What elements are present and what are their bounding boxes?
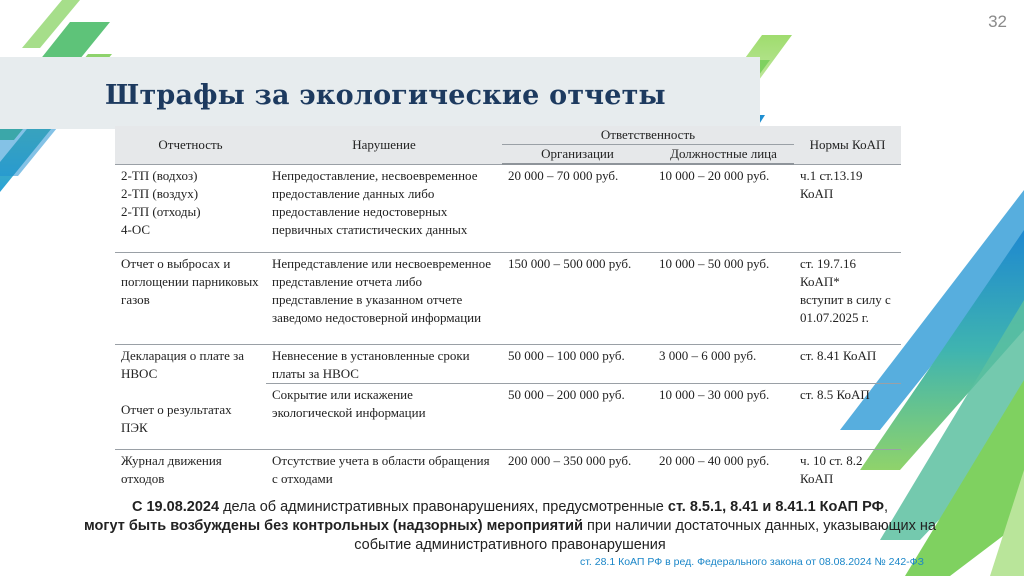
cell-norm: ст. 8.41 КоАП [794,344,901,383]
cell-norm: ч.1 ст.13.19 КоАП [794,164,901,252]
cell-org-fine: 200 000 – 350 000 руб. [508,452,632,468]
cell-report: Отчет о результатах ПЭК [115,383,266,449]
page-number: 32 [988,12,1007,31]
cell-violation: Невнесение в установленные сроки платы за НВОС [266,344,502,383]
table-row [115,344,901,383]
table-row [115,164,901,252]
footer-text-1: дела об административных правонарушениях, предусмотренные [219,499,668,515]
cell-report: 2-ТП (водхоз) 2-ТП (воздух) 2-ТП (отходы) 4-ОС [115,164,266,252]
header-reporting: Отчетность [115,126,266,164]
table-row [115,252,901,344]
table-row [115,449,901,489]
header-officials: Должностные лица [653,145,794,165]
cell-norm: ст. 8.5 КоАП [794,383,901,449]
header-organizations: Организации [502,145,653,165]
cell-norm: ч. 10 ст. 8.2 КоАП [800,452,863,486]
cell-violation: Непредставление или несвоевременное представление отчета либо представление в указанном отчете заведомо недостоверной информации [266,252,502,344]
cell-official-fine: 20 000 – 40 000 руб. [659,452,770,468]
cell-violation: Сокрытие или искажение экологической информации [266,383,502,449]
cell-report: Декларация о плате за НВОС [121,347,245,381]
footer-text-2: , [883,499,889,515]
footer-articles: ст. 8.5.1, 8.41 и 8.41.1 КоАП РФ [667,499,884,515]
footer-bold-2: могут быть возбуждены без контрольных (надзорных) мероприятий [84,518,583,534]
source-note: ст. 28.1 КоАП РФ в ред. Федерального закона от 08.08.2024 № 242-ФЗ [580,556,924,568]
cell-org-fine: 50 000 – 100 000 руб. [502,344,653,383]
table-row [115,383,901,449]
cell-report: Отчет о выбросах и поглощении парниковых газов [115,252,266,344]
cell-official-fine: 3 000 – 6 000 руб. [653,344,794,383]
cell-org-fine: 50 000 – 200 000 руб. [502,383,653,449]
cell-norm: ст. 19.7.16 КоАП* вступит в силу с 01.07.2025 г. [794,252,901,344]
cell-violation: Непредоставление, несвоевременное предоставление данных либо предоставление недостоверных первичных статистических данных [266,164,502,252]
cell-report: Журнал движения отходов [121,452,222,486]
cell-official-fine: 10 000 – 30 000 руб. [653,383,794,449]
footer-text-3: при наличии достаточных данных, указывающих на событие административного правонарушения [354,518,936,553]
cell-official-fine: 10 000 – 50 000 руб. [653,252,794,344]
cell-violation: Отсутствие учета в области обращения с отходами [272,452,490,486]
cell-org-fine: 20 000 – 70 000 руб. [502,164,653,252]
footer-date: С 19.08.2024 [131,499,220,515]
header-responsibility: Ответственность [502,126,794,145]
footer-note [80,498,940,555]
page-title: Штрафы за экологические отчеты [105,80,666,111]
header-norms: Нормы КоАП [794,126,901,164]
cell-org-fine: 150 000 – 500 000 руб. [502,252,653,344]
header-violation: Нарушение [266,126,502,164]
cell-official-fine: 10 000 – 20 000 руб. [653,164,794,252]
fines-table [115,126,901,489]
